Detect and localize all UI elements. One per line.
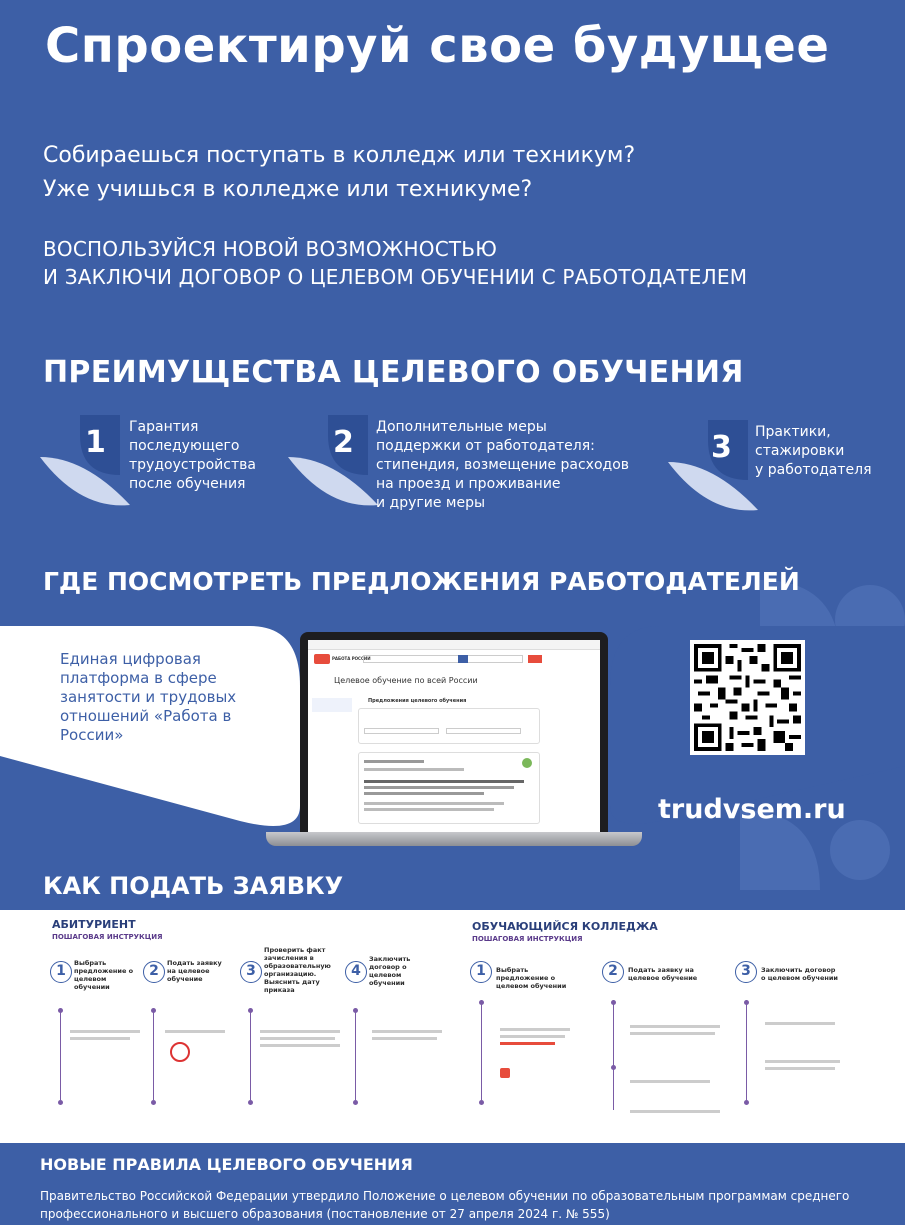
rules-text: Правительство Российской Федерации утвердило Положение о целевом обучении по образовательным программам среднего профессионального и высшего образования (постановление от 27 апреля 2024 г. № 555) (40, 1189, 850, 1221)
step-circle: 3 (735, 961, 757, 983)
applicant-heading: АБИТУРИЕНТ (52, 918, 136, 931)
cta-line-2: И ЗАКЛЮЧИ ДОГОВОР О ЦЕЛЕВОМ ОБУЧЕНИИ С РАБОТОДАТЕЛЕМ (43, 265, 748, 289)
question-2: Уже учишься в колледже или техникуме? (43, 177, 533, 202)
benefit-text-2: Дополнительные меры поддержки от работодателя: стипендия, возмещение расходов на проезд и проживание и другие меры (376, 419, 630, 511)
benefit-number-1: 1 (85, 425, 106, 460)
step-circle: 1 (50, 961, 72, 983)
benefit-text-3: Практики, стажировки у работодателя (755, 424, 872, 478)
step-circle: 2 (602, 961, 624, 983)
screen-section: Предложения целевого обучения (368, 698, 467, 704)
benefit-text-1: Гарантия последующего трудоустройства после обучения (129, 419, 256, 492)
step-name: Подать заявку на целевое обучение (167, 959, 222, 983)
question-1: Собираешься поступать в колледж или техникум? (43, 143, 636, 168)
page-title: Спроектируй свое будущее (45, 18, 830, 74)
benefit-number-3: 3 (711, 430, 732, 465)
step-name: Выбрать предложение о целевом обучении (496, 966, 567, 990)
step-name: Проверить факт зачисления в образовательную организацию. Выяснить дату приказа (264, 946, 331, 994)
step-circle: 3 (240, 961, 262, 983)
cta-line-1: ВОСПОЛЬЗУЙСЯ НОВОЙ ВОЗМОЖНОСТЬЮ (43, 237, 498, 261)
rules-title: НОВЫЕ ПРАВИЛА ЦЕЛЕВОГО ОБУЧЕНИЯ (40, 1155, 413, 1174)
step-name: Заключить договор о целевом обучении (369, 955, 411, 987)
student-heading: ОБУЧАЮЩИЙСЯ КОЛЛЕДЖА (472, 920, 658, 933)
screen-page-title: Целевое обучение по всей России (334, 676, 478, 685)
steps-panel (0, 910, 905, 1143)
student-subheading: ПОШАГОВАЯ ИНСТРУКЦИЯ (472, 935, 583, 943)
step-circle: 1 (470, 961, 492, 983)
applicant-subheading: ПОШАГОВАЯ ИНСТРУКЦИЯ (52, 933, 163, 941)
step-name: Заключить договор о целевом обучении (761, 966, 838, 982)
step-circle: 2 (143, 961, 165, 983)
step-name: Выбрать предложение о целевом обучении (74, 959, 134, 991)
laptop-screen (300, 632, 608, 832)
benefit-number-2: 2 (333, 425, 354, 460)
platform-description: Единая цифровая платформа в сфере занятости и трудовых отношений «Работа в России» (60, 650, 237, 744)
benefits-title: ПРЕИМУЩЕСТВА ЦЕЛЕВОГО ОБУЧЕНИЯ (43, 355, 744, 390)
offers-title: ГДЕ ПОСМОТРЕТЬ ПРЕДЛОЖЕНИЯ РАБОТОДАТЕЛЕЙ (43, 567, 800, 596)
apply-title: КАК ПОДАТЬ ЗАЯВКУ (43, 872, 344, 900)
step-name: Подать заявку на целевое обучение (628, 966, 698, 982)
website-screenshot: РАБОТА РОССИИ Целевое обучение по всей России Предложения целевого обучения (308, 640, 600, 832)
step-circle: 4 (345, 961, 367, 983)
qr-code[interactable] (690, 640, 805, 755)
site-link[interactable]: trudvsem.ru (658, 794, 846, 825)
laptop-base (266, 832, 642, 846)
